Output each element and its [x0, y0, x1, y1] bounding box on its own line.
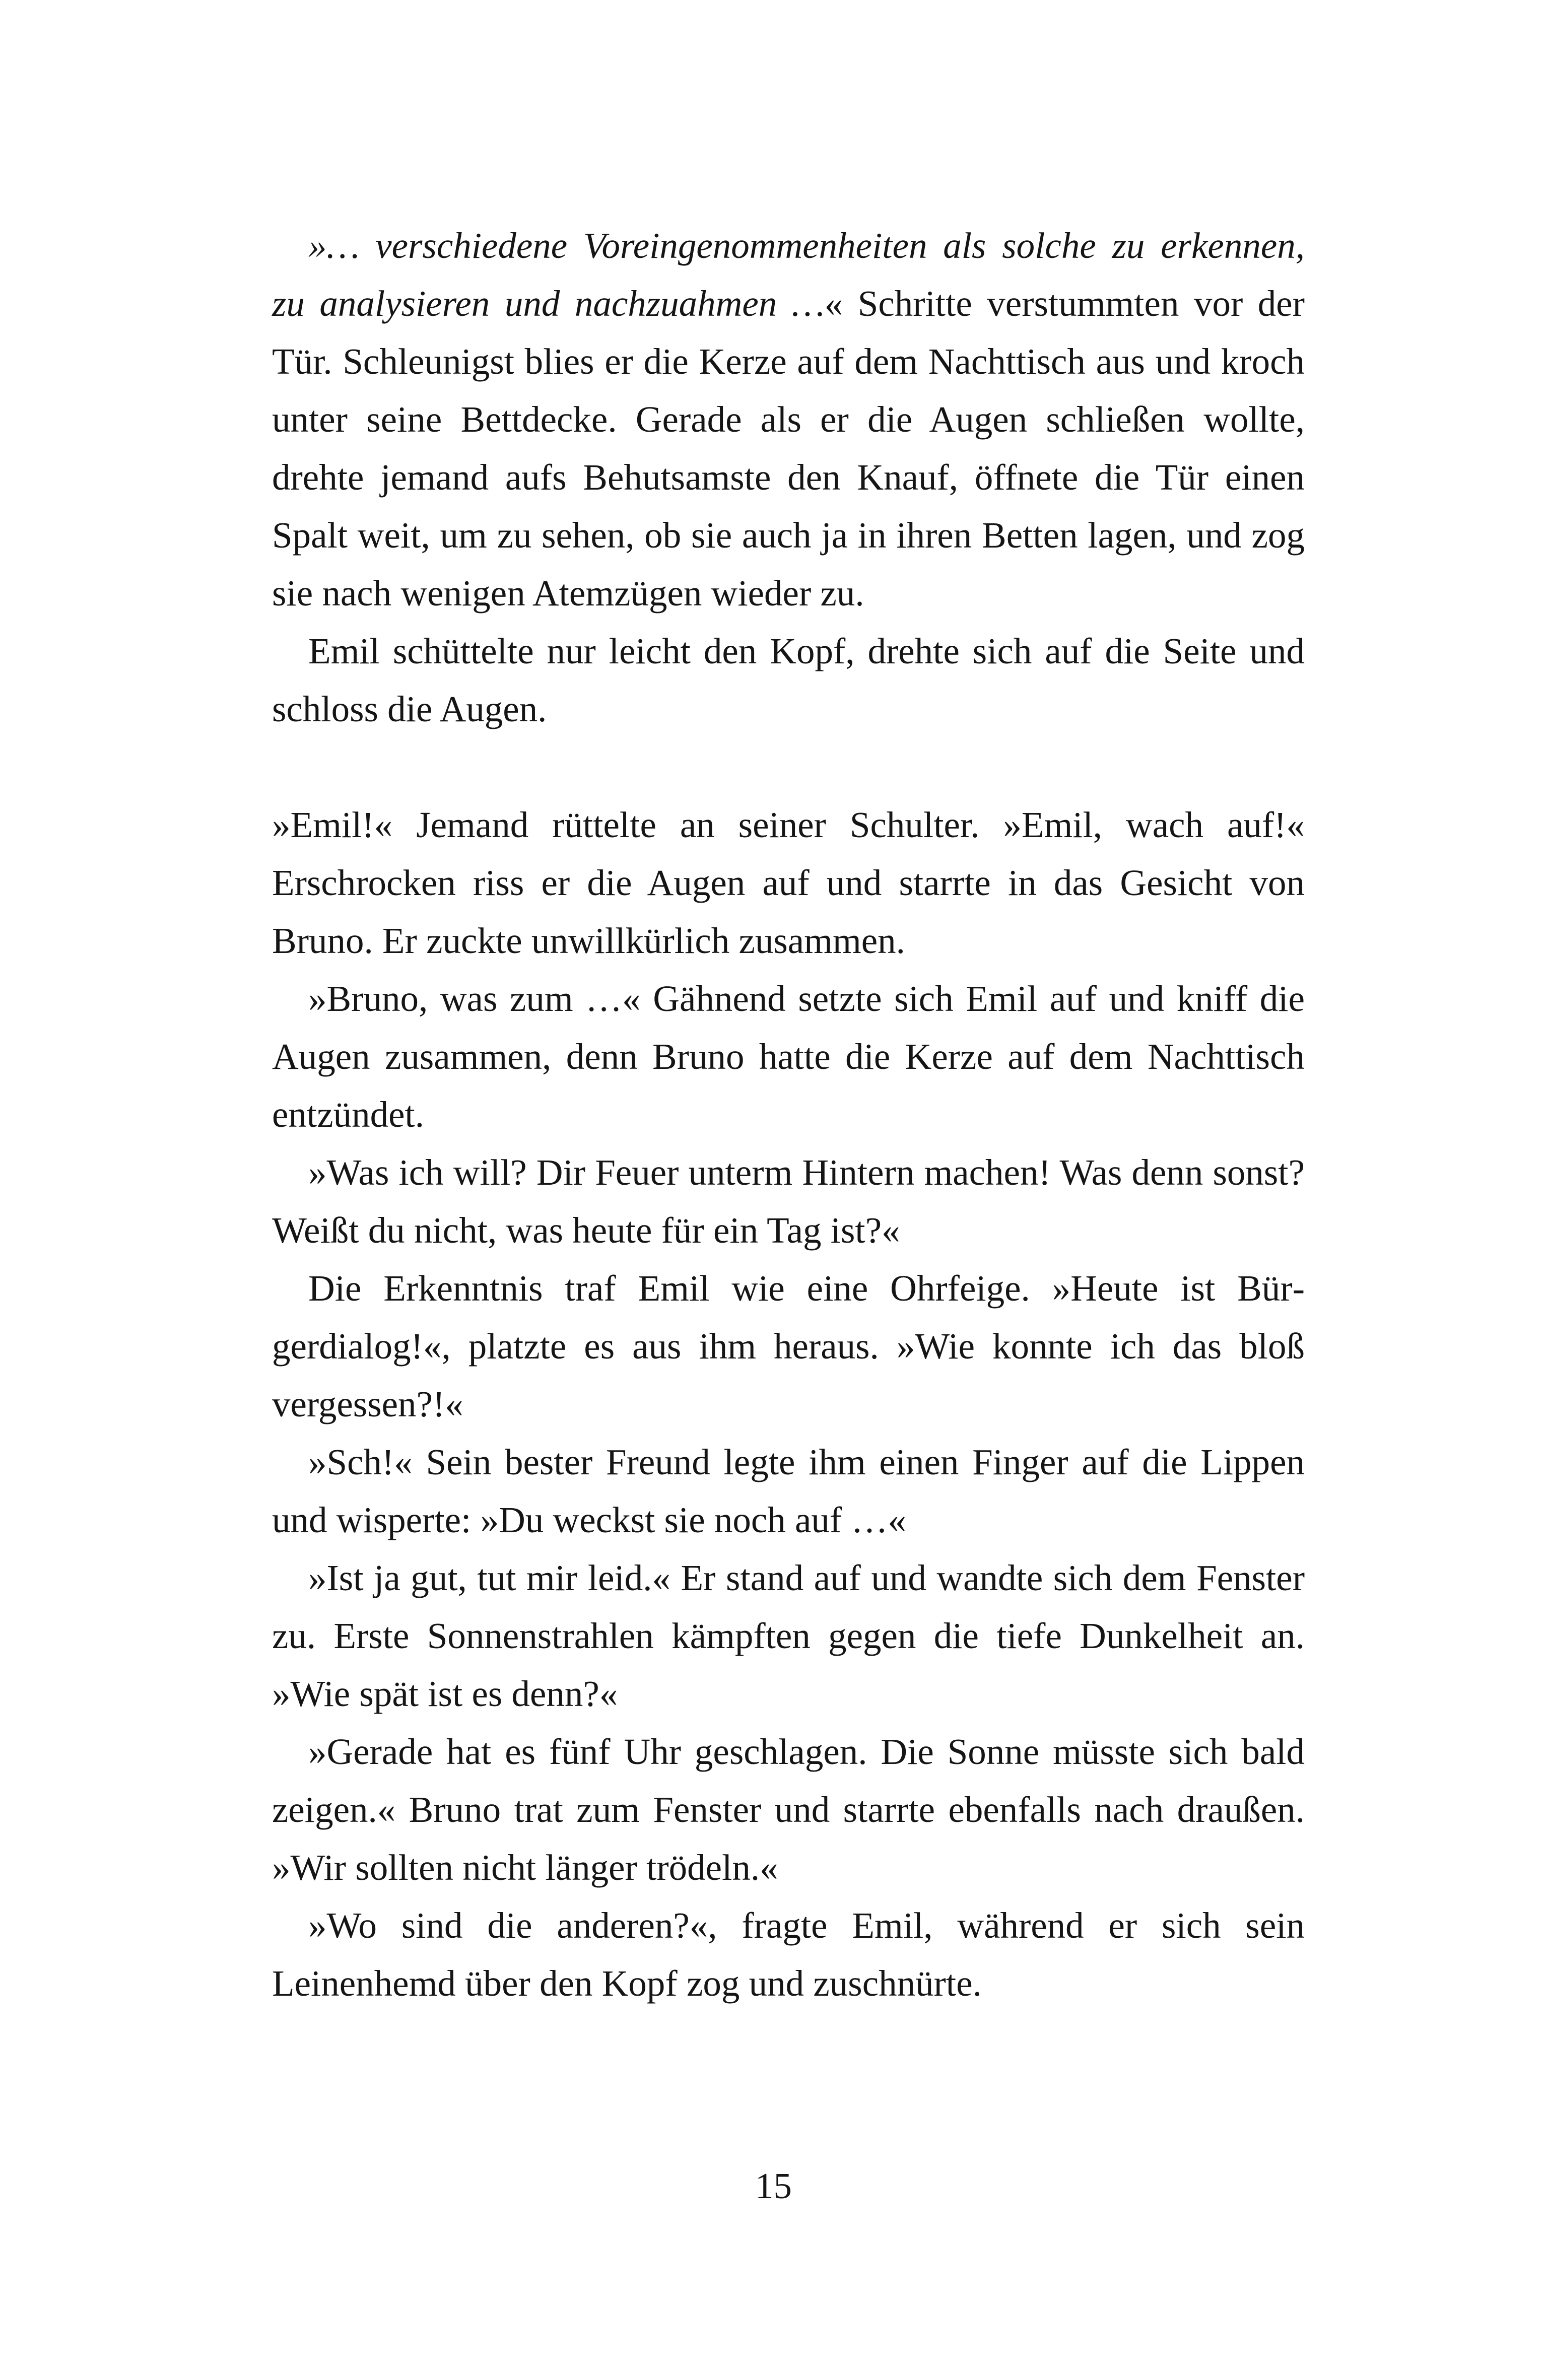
paragraph-9: »Gerade hat es fünf Uhr geschlagen. Die Sonne müsste sich bald zeigen.« Bruno trat zum Fenster und starrte ebenfalls nach draußen. »Wir sollten nicht länger trödeln.«	[272, 1731, 1305, 1888]
paragraph-6: Die Erkenntnis traf Emil wie eine Ohrfeige. »Heute ist Bürgerdialog!«, platzte es aus ihm heraus. »Wie konnte ich das bloß vergessen?!«	[272, 1268, 1305, 1424]
paragraph-5: »Was ich will? Dir Feuer unterm Hintern machen! Was denn sonst? Weißt du nicht, was heute für ein Tag ist?«	[272, 1152, 1305, 1251]
italic-quote: »… verschiedene Voreingenommenheiten als solche zu erkennen, zu analysieren und nachzuahmen …	[272, 225, 1305, 324]
scene-break	[272, 738, 1305, 796]
paragraph-8: »Ist ja gut, tut mir leid.« Er stand auf und wandte sich dem Fenster zu. Erste Sonnenstrahlen kämpften gegen die tiefe Dunkelheit an. »Wie spät ist es denn?«	[272, 1557, 1305, 1714]
paragraph-10: »Wo sind die anderen?«, fragte Emil, während er sich sein Leinenhemd über den Kopf zog und zuschnürte.	[272, 1905, 1305, 2004]
body-text	[272, 217, 1305, 2012]
paragraph-3: »Emil!« Jemand rüttelte an seiner Schulter. »Emil, wach auf!« Erschrocken riss er die Augen auf und starrte in das Gesicht von Bruno. Er zuckte unwillkürlich zusammen.	[272, 804, 1305, 961]
paragraph-1-text: « Schritte verstummten vor der Tür. Schleunigst blies er die Kerze auf dem Nachttisch aus und kroch unter seine Bettdecke. Gerade als er die Augen schließen wollte, drehte jemand aufs Behutsamste den Knauf, öffnete die Tür einen Spalt weit, um zu sehen, ob sie auch ja in ihren Betten lagen, und zog sie nach wenigen Atemzügen wieder zu.	[272, 283, 1305, 614]
paragraph-2: Emil schüttelte nur leicht den Kopf, drehte sich auf die Seite und schloss die Augen.	[272, 631, 1305, 729]
page-number: 15	[755, 2165, 792, 2206]
paragraph-7: »Sch!« Sein bester Freund legte ihm einen Finger auf die Lippen und wisperte: »Du weckst sie noch auf …«	[272, 1442, 1305, 1540]
paragraph-4: »Bruno, was zum …« Gähnend setzte sich Emil auf und kniff die Augen zusammen, denn Bruno hatte die Kerze auf dem Nachttisch entzündet.	[272, 978, 1305, 1135]
paragraph-1	[272, 217, 1305, 622]
